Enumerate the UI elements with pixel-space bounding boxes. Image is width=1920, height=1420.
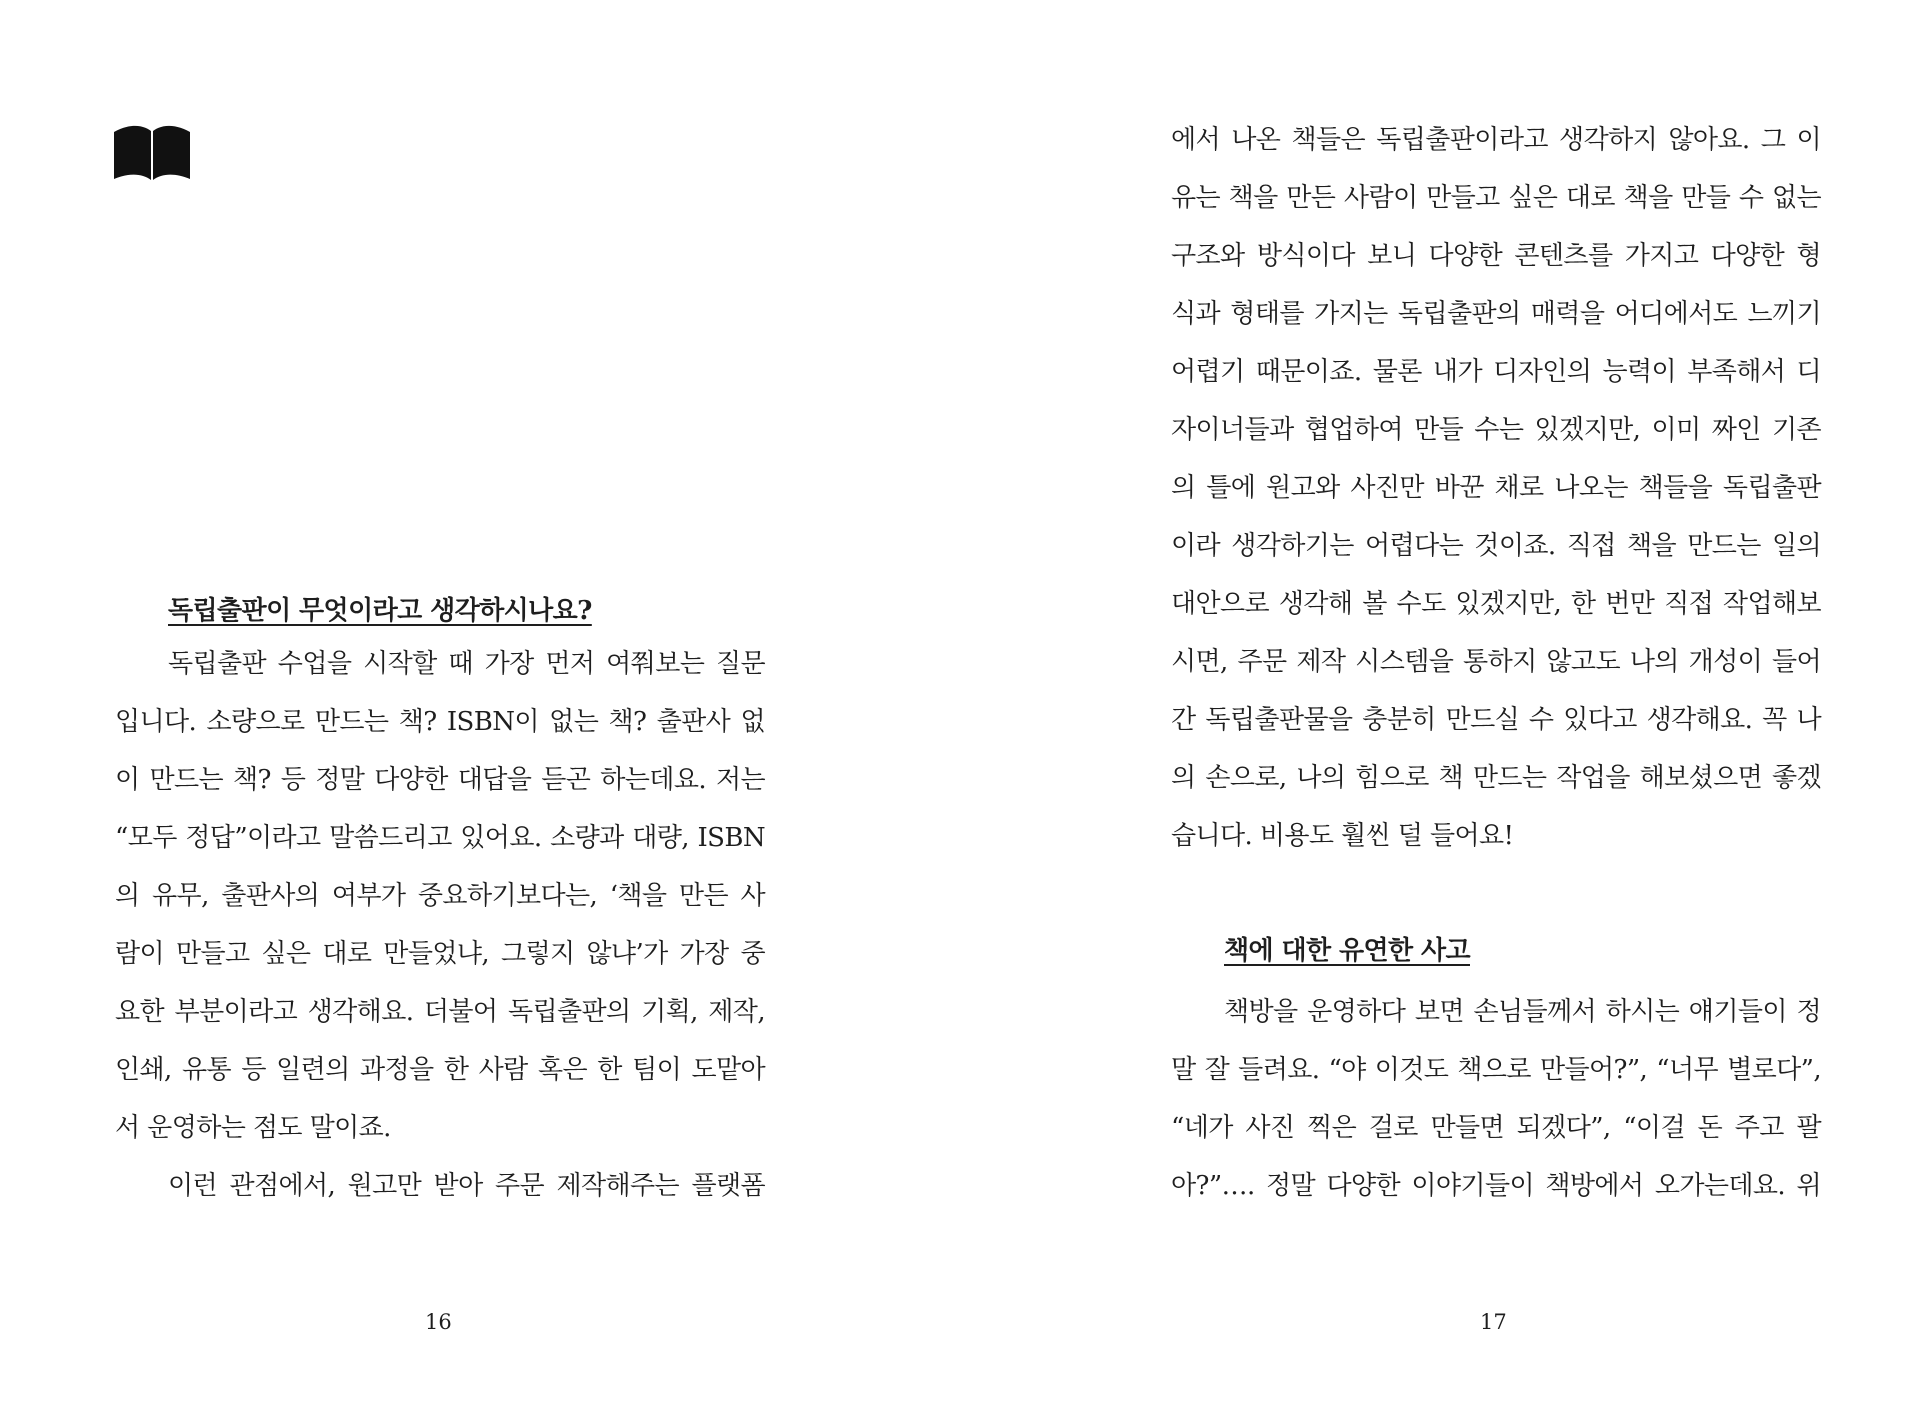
section-heading: 독립출판이 무엇이라고 생각하시나요? xyxy=(168,596,592,626)
text-line: 의 손으로, 나의 힘으로 책 만드는 작업을 해보셨으면 좋겠 xyxy=(1171,763,1821,793)
text-line: 어렵기 때문이죠. 물론 내가 디자인의 능력이 부족해서 디 xyxy=(1171,357,1821,387)
page-number: 17 xyxy=(1480,1310,1507,1334)
text-line: 유는 책을 만든 사람이 만들고 싶은 대로 책을 만들 수 없는 xyxy=(1171,183,1821,213)
text-line: 람이 만들고 싶은 대로 만들었냐, 그렇지 않냐’가 가장 중 xyxy=(115,939,765,969)
text-line: 에서 나온 책들은 독립출판이라고 생각하지 않아요. 그 이 xyxy=(1171,125,1821,155)
text-line: “모두 정답”이라고 말씀드리고 있어요. 소량과 대량, ISBN xyxy=(115,823,765,853)
text-line: 책방을 운영하다 보면 손님들께서 하시는 얘기들이 정 xyxy=(1224,997,1821,1027)
text-line: 말 잘 들려요. “야 이것도 책으로 만들어?”, “너무 별로다”, xyxy=(1171,1055,1821,1085)
text-line: 습니다. 비용도 훨씬 덜 들어요! xyxy=(1171,821,1514,851)
text-line: 간 독립출판물을 충분히 만드실 수 있다고 생각해요. 꼭 나 xyxy=(1171,705,1821,735)
open-book-icon xyxy=(112,122,192,182)
body-text xyxy=(1171,111,1821,865)
text-line: 자이너들과 협업하여 만들 수는 있겠지만, 이미 짜인 기존 xyxy=(1171,415,1821,445)
text-line: 입니다. 소량으로 만드는 책? ISBN이 없는 책? 출판사 없 xyxy=(115,707,765,737)
text-line: 식과 형태를 가지는 독립출판의 매력을 어디에서도 느끼기 xyxy=(1171,299,1821,329)
right-page xyxy=(960,0,1920,1420)
body-text xyxy=(1171,925,1821,1215)
body-text xyxy=(115,577,765,1215)
text-line: 서 운영하는 점도 말이죠. xyxy=(115,1113,391,1143)
text-line: 의 유무, 출판사의 여부가 중요하기보다는, ‘책을 만든 사 xyxy=(115,881,765,911)
text-line: 독립출판 수업을 시작할 때 가장 먼저 여쭤보는 질문 xyxy=(168,649,765,679)
text-line: 이런 관점에서, 원고만 받아 주문 제작해주는 플랫폼 xyxy=(168,1171,765,1201)
text-line: 구조와 방식이다 보니 다양한 콘텐츠를 가지고 다양한 형 xyxy=(1171,241,1821,271)
text-line: 아?”…. 정말 다양한 이야기들이 책방에서 오가는데요. 위 xyxy=(1171,1171,1821,1201)
text-line: 시면, 주문 제작 시스템을 통하지 않고도 나의 개성이 들어 xyxy=(1171,647,1821,677)
page-number: 16 xyxy=(425,1310,452,1334)
section-heading: 책에 대한 유연한 사고 xyxy=(1224,936,1470,966)
text-line: 의 틀에 원고와 사진만 바꾼 채로 나오는 책들을 독립출판 xyxy=(1171,473,1821,503)
text-line: 이라 생각하기는 어렵다는 것이죠. 직접 책을 만드는 일의 xyxy=(1171,531,1821,561)
text-line: “네가 사진 찍은 걸로 만들면 되겠다”, “이걸 돈 주고 팔 xyxy=(1171,1113,1821,1143)
text-line: 이 만드는 책? 등 정말 다양한 대답을 듣곤 하는데요. 저는 xyxy=(115,765,765,795)
text-line: 요한 부분이라고 생각해요. 더불어 독립출판의 기획, 제작, xyxy=(115,997,765,1027)
text-line: 인쇄, 유통 등 일련의 과정을 한 사람 혹은 한 팀이 도맡아 xyxy=(115,1055,765,1085)
text-line: 대안으로 생각해 볼 수도 있겠지만, 한 번만 직접 작업해보 xyxy=(1171,589,1821,619)
